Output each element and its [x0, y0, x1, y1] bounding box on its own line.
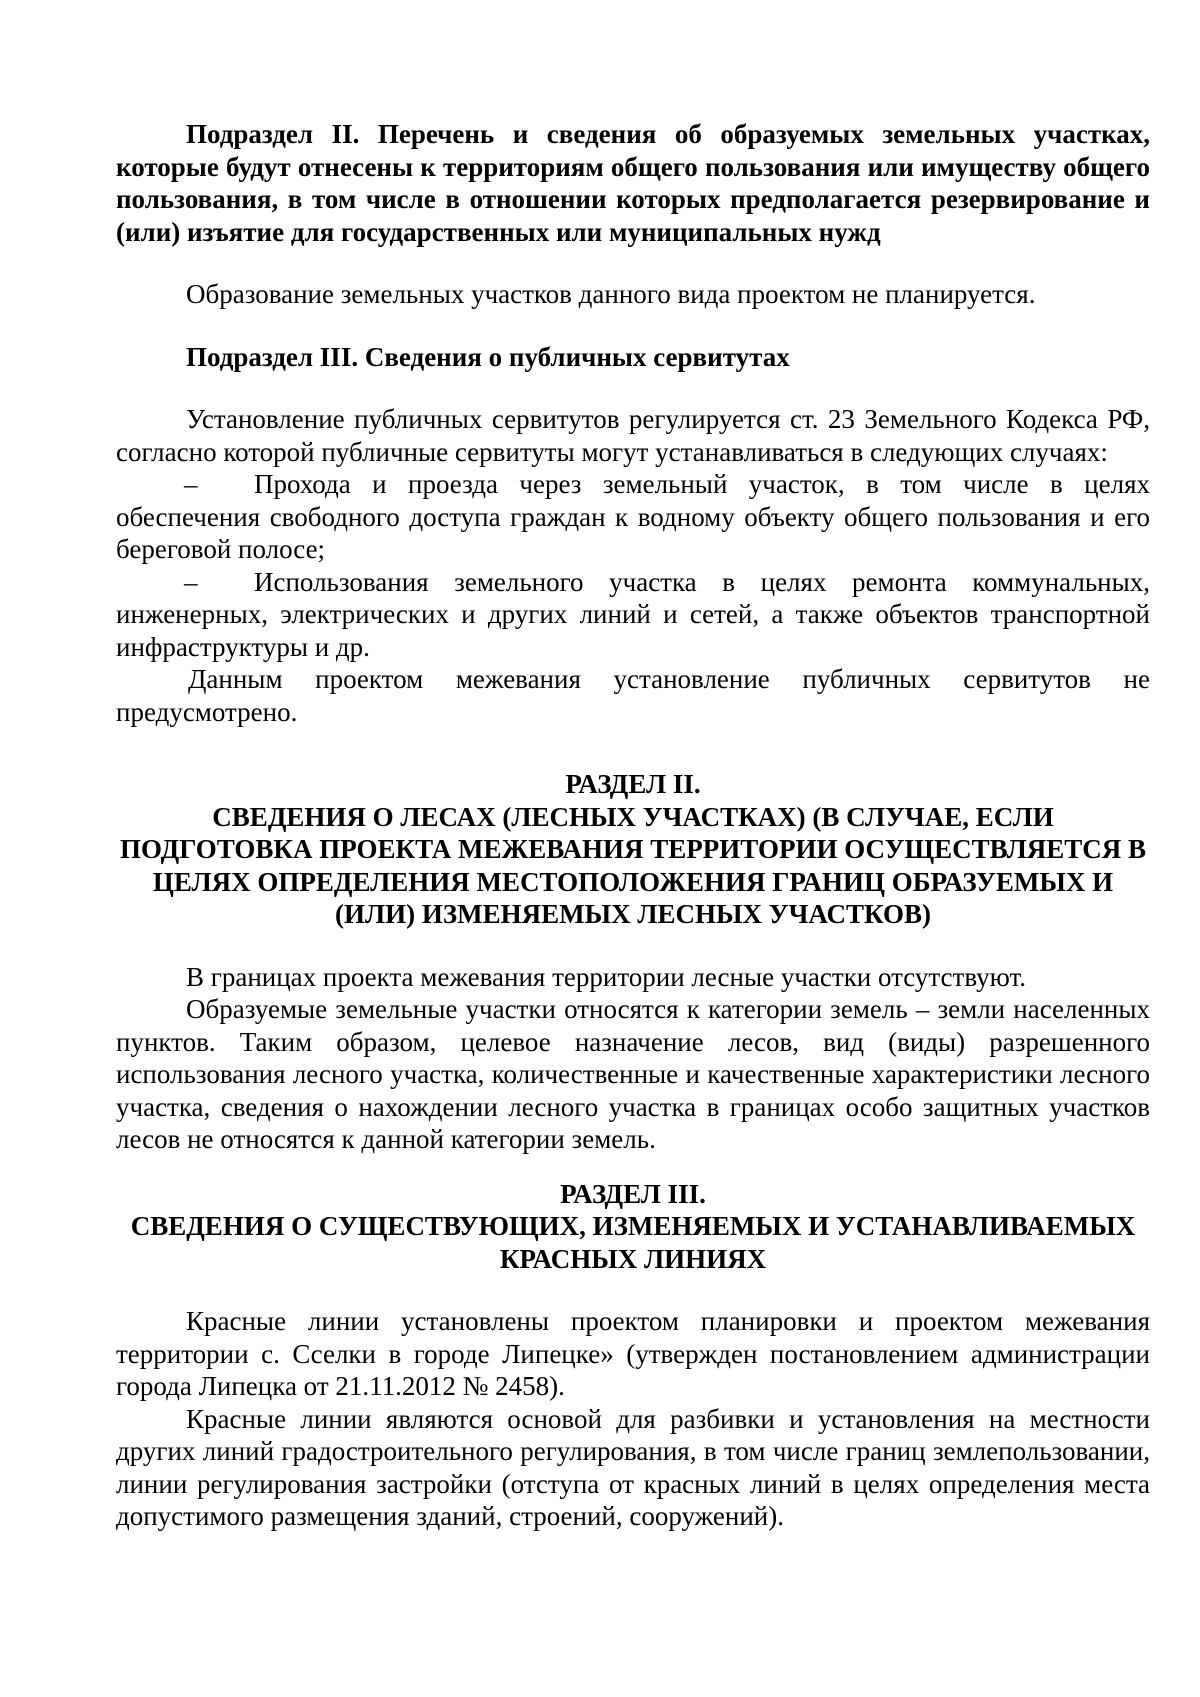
section-2-number: РАЗДЕЛ II. — [565, 769, 701, 799]
spacer — [116, 728, 1150, 768]
servitude-list-item-text: Использования земельного участка в целях ремонта коммунальных, инженерных, электрических и других линий и сетей, а также объектов транспортной инфраструктуры и др. — [116, 566, 1150, 662]
section-2-paragraph-2: Образуемые земельные участки относятся к категории земель – земли населенных пунктов. Таким образом, целевое назначение лесов, вид (виды) разрешенного использования лесного участка, количественные и качественные характеристики лесного участка, сведения о нахождении лесного участка в границах особо защитных участков лесов не относятся к данной категории земель. — [116, 994, 1150, 1154]
subsection-2-heading: Подраздел II. Перечень и сведения об образуемых земельных участках, которые будут отнесены к территориям общего пользования или имуществу общего пользования, в том числе в отношении которых предполагается резервирование и (или) изъятие для государственных или муниципальных нужд — [116, 119, 1150, 247]
section-3-number: РАЗДЕЛ III. — [560, 1178, 706, 1209]
section-3-title: СВЕДЕНИЯ О СУЩЕСТВУЮЩИХ, ИЗМЕНЯЕМЫХ И УСТАНАВЛИВАЕМЫХ КРАСНЫХ ЛИНИЯХ — [130, 1211, 1136, 1274]
spacer — [116, 1156, 1150, 1178]
servitude-list-item — [116, 566, 1150, 664]
dash-marker: – — [184, 566, 198, 597]
servitude-list-item — [116, 468, 1150, 566]
spacer — [116, 931, 1150, 961]
section-2-paragraph-1: В границах проекта межевания территории лесные участки отсутствуют. — [186, 961, 1026, 992]
subsection-3-conclusion: Данным проектом межевания установление публичных сервитутов не предусмотрено. — [116, 664, 1150, 727]
section-3-paragraph-2: Красные линии являются основой для разбивки и установления на местности других линий градостроительного регулирования, в том числе границ землепользовании, линии регулирования застройки (отступа от красных линий в целях определения места допустимого размещения зданий, строений, сооружений). — [116, 1403, 1150, 1531]
spacer — [116, 248, 1150, 278]
dash-marker: – — [184, 469, 198, 499]
subsection-3-intro: Установление публичных сервитутов регулируется ст. 23 Земельного Кодекса РФ, согласно которой публичные сервитуты могут устанавливаться в следующих случаях: — [116, 404, 1150, 467]
document-content — [116, 118, 1150, 1533]
section-3-paragraph-1: Красные линии установлены проектом планировки и проектом межевания территории с. Сселки в городе Липецке» (утвержден постановлением администрации города Липецка от 21.11.2012 № 2458). — [116, 1306, 1150, 1401]
spacer — [116, 1275, 1150, 1305]
spacer — [116, 311, 1150, 341]
subsection-3-heading: Подраздел III. Сведения о публичных сервитутах — [186, 341, 790, 372]
section-2-title: СВЕДЕНИЯ О ЛЕСАХ (ЛЕСНЫХ УЧАСТКАХ) (В СЛУЧАЕ, ЕСЛИ ПОДГОТОВКА ПРОЕКТА МЕЖЕВАНИЯ ТЕРРИТОРИИ ОСУЩЕСТВЛЯЕТСЯ В ЦЕЛЯХ ОПРЕДЕЛЕНИЯ МЕСТОПОЛОЖЕНИЯ ГРАНИЦ ОБРАЗУЕМЫХ И (ИЛИ) ИЗМЕНЯЕМЫХ ЛЕСНЫХ УЧАСТКОВ) — [119, 801, 1147, 929]
subsection-2-text: Образование земельных участков данного вида проектом не планируется. — [186, 279, 1036, 309]
spacer — [116, 373, 1150, 403]
servitude-list-item-text: Прохода и проезда через земельный участок, в том числе в целях обеспечения свободного доступа граждан к водному объекту общего пользования и его береговой полосе; — [116, 469, 1150, 564]
